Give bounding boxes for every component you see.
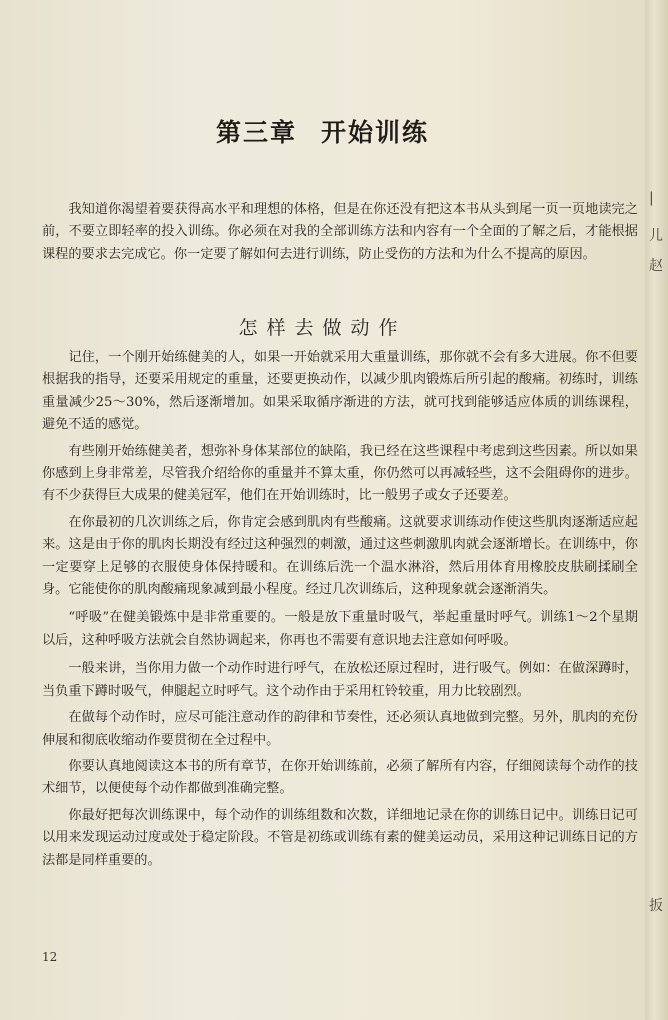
edge-char: 赵 bbox=[649, 258, 663, 274]
paragraph: 你要认真地阅读这本书的所有章节，在你开始训练前，必须了解所有内容，仔细阅读每个动作的技术细节，以便使每个动作都做到准确完整。 bbox=[42, 758, 638, 797]
chapter-name: 开始训练 bbox=[321, 118, 430, 147]
chapter-number: 第三章 bbox=[215, 118, 297, 147]
paragraph: 一般来讲，当你用力做一个动作时进行呼气，在放松还原过程时，进行吸气。例如：在做深蹲时，当负重下蹲时吸气，伸腿起立时呼气。这个动作由于采用杠铃较重，用力比较剧烈。 bbox=[42, 661, 638, 699]
paragraph: 有些刚开始练健美者，想弥补身体某部位的缺陷，我已经在这些课程中考虑到这些因素。所以如果你感到上身非常差，尽管我介绍给你的重量并不算太重，你仍然可以再减轻些，这不会阻碍你的进步。有不少获得巨大成果的健美冠军，他们在开始训练时，比一般男子或女子还要差。 bbox=[42, 443, 638, 504]
section-title: 怎样去做动作 bbox=[238, 317, 407, 339]
page-number: 12 bbox=[42, 950, 58, 964]
edge-char: 儿 bbox=[649, 228, 663, 244]
paragraph: 在做每个动作时，应尽可能注意动作的韵律和节奏性，还必须认真地做到完整。另外，肌肉的充份伸展和彻底收缩动作要贯彻在全过程中。 bbox=[42, 710, 638, 748]
edge-char: 扳 bbox=[649, 898, 663, 914]
chapter-title bbox=[0, 113, 645, 149]
body-text bbox=[42, 347, 638, 876]
paragraph: “呼吸”在健美锻炼中是非常重要的。一般是放下重量时吸气，举起重量时呼气。训练1～2个星期以后，这种呼吸方法就会自然协调起来，你再也不需要有意识地去注意如何呼吸。 bbox=[42, 610, 638, 648]
edge-char: | bbox=[649, 190, 654, 206]
paragraph: 你最好把每次训练课中，每个动作的训练组数和次数，详细地记录在你的训练日记中。训练日记可以用来发现运动过度或处于稳定阶段。不管是初练或训练有素的健美运动员，采用这种记训练日记的方法都是同样重要的。 bbox=[42, 807, 638, 868]
paragraph: 在你最初的几次训练之后，你肯定会感到肌肉有些酸痛。这就要求训练动作使这些肌肉逐渐适应起来。这是由于你的肌肉长期没有经过这种强烈的刺激，通过这些刺激肌肉就会逐渐增长。在训练中，你一定要穿上足够的衣服使身体保持暖和。在训练后洗一个温水淋浴，然后用体育用橡胶皮肤刷揉刷全身。它能使你的肌肉酸痛现象减到最小程度。经过几次训练后，这种现象就会逐渐消失。 bbox=[42, 514, 638, 598]
intro-text bbox=[42, 199, 638, 270]
intro-paragraph: 我知道你渴望着要获得高水平和理想的体格，但是在你还没有把这本书从头到尾一页一页地读完之前，不要立即轻率的投入训练。你必须在对我的全部训练方法和内容有一个全面的了解之后，才能根据课程的要求去完成它。你一定要了解如何去进行训练，防止受伤的方法和为什么不提高的原因。 bbox=[42, 202, 638, 262]
adjacent-page-edge bbox=[645, 0, 668, 1020]
paragraph: 记住，一个刚开始练健美的人，如果一开始就采用大重量训练，那你就不会有多大进展。你不但要根据我的指导，还要采用规定的重量，还要更换动作，以减少肌肉锻炼后所引起的酸痛。初练时，训练重量减少25～30%，然后逐渐增加。如果采取循序渐进的方法，就可找到能够适应体质的训练课程，避免不适的感觉。 bbox=[42, 350, 638, 433]
